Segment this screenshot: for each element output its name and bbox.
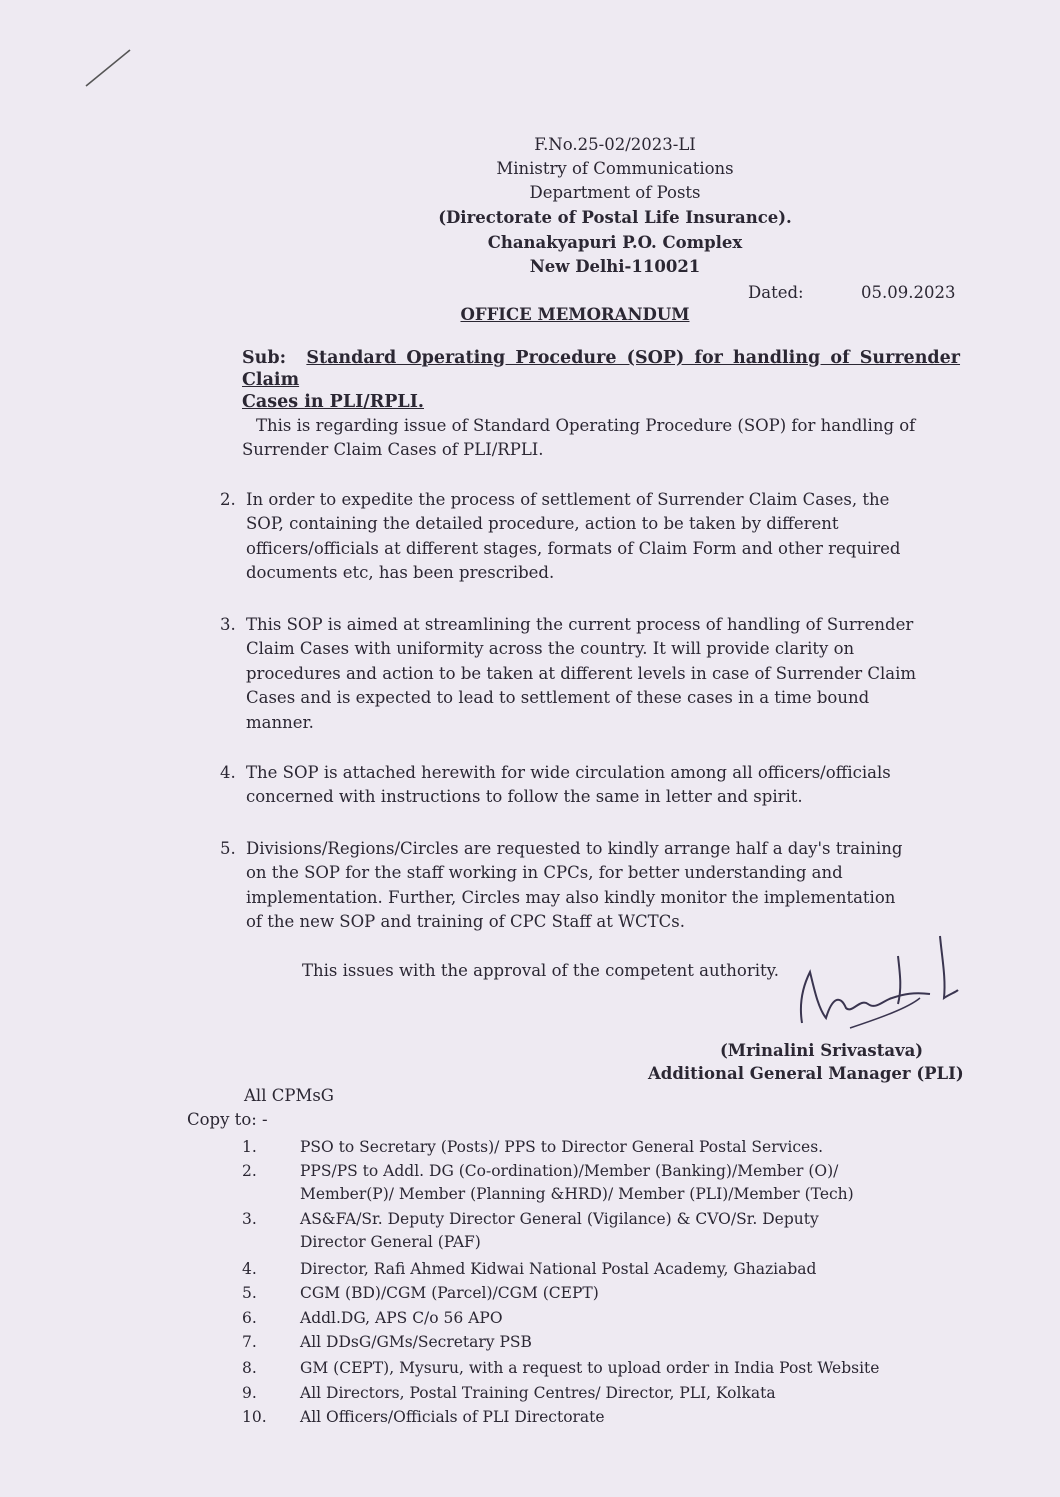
copy-list-item [242, 1406, 960, 1429]
paragraph-line: In order to expedite the process of settlement of Surrender Claim Cases, the [246, 490, 890, 509]
copy-list-item [242, 1160, 955, 1206]
paragraph-5 [220, 837, 958, 935]
copy-item-number: 5. [242, 1284, 257, 1302]
ministry-name: Ministry of Communications [496, 159, 734, 178]
copy-item-line: All Directors, Postal Training Centres/ Director, PLI, Kolkata [300, 1384, 776, 1402]
copy-item-line: All Officers/Officials of PLI Directorate [300, 1408, 605, 1426]
dated-line [748, 283, 963, 302]
subject-prefix: Sub: [242, 348, 287, 368]
copy-item-line: Addl.DG, APS C/o 56 APO [300, 1309, 503, 1327]
copy-item-number: 9. [242, 1384, 257, 1402]
copy-item-number: 7. [242, 1333, 257, 1351]
copy-item-number: 4. [242, 1260, 257, 1278]
paragraph-number: 3. [220, 615, 236, 634]
paragraph-1 [242, 414, 960, 463]
copy-item-line: AS&FA/Sr. Deputy Director General (Vigilance) & CVO/Sr. Deputy [300, 1210, 819, 1228]
memo-title: OFFICE MEMORANDUM [460, 305, 690, 324]
copy-item-number: 10. [242, 1408, 267, 1426]
paragraph-line: This SOP is aimed at streamlining the current process of handling of Surrender [246, 615, 914, 634]
dated-value: 05.09.2023 [861, 283, 956, 302]
copy-to-label: Copy to: - [187, 1110, 268, 1129]
paragraph-line: on the SOP for the staff working in CPCs, for better understanding and [246, 863, 843, 883]
paragraph-line: Surrender Claim Cases of PLI/RPLI. [242, 440, 544, 460]
pen-mark [84, 48, 134, 88]
paragraph-line: concerned with instructions to follow the same in letter and spirit. [246, 787, 803, 807]
paragraph-4 [220, 761, 958, 810]
city-pin: New Delhi-110021 [529, 257, 701, 276]
paragraph-2 [220, 488, 958, 586]
subject-line-1: Standard Operating Procedure (SOP) for handling of Surrender Claim [242, 348, 961, 390]
paragraph-line: procedures and action to be taken at different levels in case of Surrender Claim [246, 663, 917, 683]
copy-list-item [242, 1307, 960, 1330]
paragraph-line: Claim Cases with uniformity across the country. It will provide clarity on [246, 639, 855, 659]
paragraph-3 [220, 613, 958, 735]
copy-item-line: Director General (PAF) [300, 1233, 481, 1251]
subject [242, 347, 960, 413]
copy-list-item [242, 1357, 960, 1380]
addressee: All CPMsG [244, 1086, 334, 1105]
paragraph-number: 5. [220, 839, 236, 858]
copy-item-number: 8. [242, 1359, 257, 1377]
copy-item-number: 2. [242, 1162, 257, 1180]
copy-item-number: 6. [242, 1309, 257, 1327]
handwritten-signature [780, 928, 960, 1038]
paragraph-line: of the new SOP and training of CPC Staff at WCTCs. [246, 912, 685, 932]
copy-item-line: Director, Rafi Ahmed Kidwai National Postal Academy, Ghaziabad [300, 1260, 817, 1278]
paragraph-line: officers/officials at different stages, formats of Claim Form and other required [246, 538, 901, 558]
copy-list-item [242, 1282, 960, 1305]
copy-list-item [242, 1331, 960, 1354]
copy-list-item [242, 1208, 955, 1254]
copy-item-line: PPS/PS to Addl. DG (Co-ordination)/Member (Banking)/Member (O)/ [300, 1162, 839, 1180]
copy-item-number: 1. [242, 1138, 257, 1156]
dated-label: Dated: [748, 283, 804, 302]
paragraph-line: implementation. Further, Circles may also kindly monitor the implementation [246, 887, 896, 907]
copy-list-item [242, 1258, 960, 1281]
copy-list-item [242, 1382, 960, 1405]
copy-item-line: PSO to Secretary (Posts)/ PPS to Director General Postal Services. [300, 1138, 824, 1156]
paragraph-number: 4. [220, 763, 236, 782]
subject-line-2: Cases in PLI/RPLI. [242, 392, 424, 412]
copy-item-line: Member(P)/ Member (Planning &HRD)/ Member (PLI)/Member (Tech) [300, 1185, 854, 1203]
copy-item-line: CGM (BD)/CGM (Parcel)/CGM (CEPT) [300, 1284, 599, 1302]
copy-item-line: GM (CEPT), Mysuru, with a request to upload order in India Post Website [300, 1359, 880, 1377]
copy-item-line: All DDsG/GMs/Secretary PSB [300, 1333, 532, 1351]
approval-line: This issues with the approval of the competent authority. [302, 961, 779, 980]
paragraph-line: documents etc, has been prescribed. [246, 563, 555, 583]
file-number: F.No.25-02/2023-LI [534, 135, 696, 154]
paragraph-line: manner. [246, 712, 314, 732]
office-complex: Chanakyapuri P.O. Complex [487, 233, 743, 252]
paragraph-line: SOP, containing the detailed procedure, action to be taken by different [246, 514, 839, 534]
directorate-name: (Directorate of Postal Life Insurance). [438, 208, 792, 227]
paragraph-number: 2. [220, 490, 236, 509]
paragraph-line: Cases and is expected to lead to settlement of these cases in a time bound [246, 688, 870, 708]
department-name: Department of Posts [529, 183, 701, 202]
copy-list-item [242, 1136, 960, 1159]
signatory-name: (Mrinalini Srivastava) [720, 1041, 924, 1060]
copy-item-number: 3. [242, 1210, 257, 1228]
paragraph-line: Divisions/Regions/Circles are requested to kindly arrange half a day's training [246, 839, 903, 858]
signatory-designation: Additional General Manager (PLI) [648, 1064, 964, 1083]
paragraph-line: This is regarding issue of Standard Operating Procedure (SOP) for handling of [256, 416, 916, 435]
paragraph-line: The SOP is attached herewith for wide circulation among all officers/officials [246, 763, 891, 782]
